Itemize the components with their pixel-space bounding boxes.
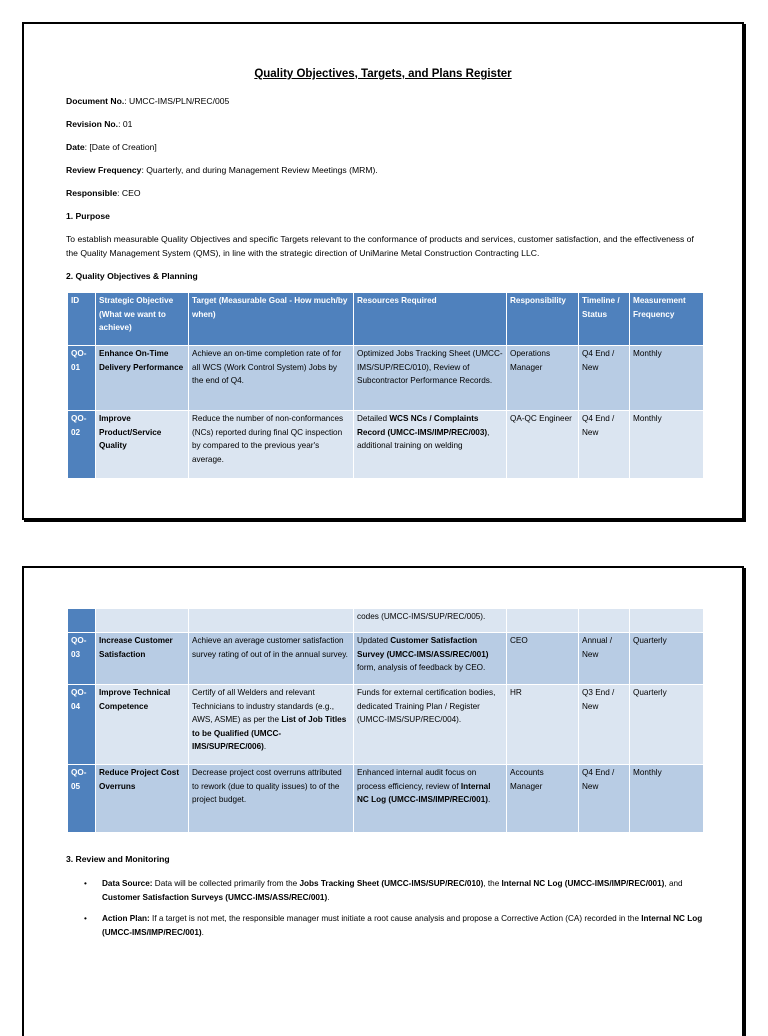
row-timeline: Q4 End / New xyxy=(579,765,630,833)
header-frequency: Measurement Frequency xyxy=(630,293,704,346)
review-bullet-list xyxy=(84,877,714,947)
purpose-heading: 1. Purpose xyxy=(66,211,110,221)
row-objective: Improve Technical Competence xyxy=(96,685,189,765)
row-frequency: Monthly xyxy=(630,411,704,479)
row-objective: Improve Product/Service Quality xyxy=(96,411,189,479)
row-id: QO-01 xyxy=(68,346,96,411)
row-frequency: Monthly xyxy=(630,765,704,833)
row-id: QO-02 xyxy=(68,411,96,479)
objectives-table xyxy=(67,292,704,479)
table-row-continued xyxy=(68,609,704,633)
document-number: Document No.: UMCC-IMS/PLN/REC/005 xyxy=(66,96,230,106)
row-id: QO-03 xyxy=(68,633,96,685)
row-target: Reduce the number of non-conformances (NCs) reported during final QC inspection by compared to the previous year's average. xyxy=(189,411,354,479)
document-date: Date: [Date of Creation] xyxy=(66,142,157,152)
review-frequency: Review Frequency: Quarterly, and during Management Review Meetings (MRM). xyxy=(66,165,378,175)
document-page-1 xyxy=(22,22,744,520)
header-target: Target (Measurable Goal - How much/by when) xyxy=(189,293,354,346)
row-responsibility: Accounts Manager xyxy=(507,765,579,833)
row-responsibility: HR xyxy=(507,685,579,765)
row-frequency: Quarterly xyxy=(630,685,704,765)
objectives-table-continued xyxy=(67,608,704,833)
row-objective: Increase Customer Satisfaction xyxy=(96,633,189,685)
row-responsibility: Operations Manager xyxy=(507,346,579,411)
row-resources: Funds for external certification bodies, dedicated Training Plan / Register (UMCC-IMS/SUP/REC/004). xyxy=(354,685,507,765)
bullet-action-plan: • Action Plan: If a target is not met, the responsible manager must initiate a root cause analysis and propose a Corrective Action (CA) recorded in the Internal NC Log (UMCC-IMS/IMP/REC/001). xyxy=(84,912,714,939)
row-id: QO-05 xyxy=(68,765,96,833)
header-responsibility: Responsibility xyxy=(507,293,579,346)
header-objective: Strategic Objective (What we want to achieve) xyxy=(96,293,189,346)
header-resources: Resources Required xyxy=(354,293,507,346)
bullet-data-source: • Data Source: Data will be collected primarily from the Jobs Tracking Sheet (UMCC-IMS/SUP/REC/010), the Internal NC Log (UMCC-IMS/IMP/REC/001), and Customer Satisfaction Surveys (UMCC-IMS/ASS/REC/001). xyxy=(84,877,714,904)
row-timeline: Annual / New xyxy=(579,633,630,685)
table-row xyxy=(68,765,704,833)
planning-heading: 2. Quality Objectives & Planning xyxy=(66,271,198,281)
document-title: Quality Objectives, Targets, and Plans Register xyxy=(254,68,512,80)
row-timeline: Q4 End / New xyxy=(579,346,630,411)
row-responsibility: QA-QC Engineer xyxy=(507,411,579,479)
row-frequency: Monthly xyxy=(630,346,704,411)
table-row xyxy=(68,346,704,411)
header-id: ID xyxy=(68,293,96,346)
row-target: Decrease project cost overruns attributed to rework (due to quality issues) to of the project budget. xyxy=(189,765,354,833)
table-row xyxy=(68,685,704,765)
purpose-text: To establish measurable Quality Objectives and specific Targets relevant to the conformance of products and services, customer satisfaction, and the effectiveness of the Quality Management System (QMS), in line with the strategic direction of UniMarine Metal Construction Contracting LLC. xyxy=(66,234,694,258)
table-header-row xyxy=(68,293,704,346)
row-frequency: Quarterly xyxy=(630,633,704,685)
document-page-2 xyxy=(22,566,744,1036)
header-timeline: Timeline / Status xyxy=(579,293,630,346)
responsible: Responsible: CEO xyxy=(66,188,141,198)
row-responsibility: CEO xyxy=(507,633,579,685)
row-resources: Detailed WCS NCs / Complaints Record (UMCC-IMS/IMP/REC/003), additional training on welding xyxy=(354,411,507,479)
row-timeline: Q3 End / New xyxy=(579,685,630,765)
table-row xyxy=(68,633,704,685)
row-target: Achieve an average customer satisfaction survey rating of out of in the annual survey. xyxy=(189,633,354,685)
row-resources: Updated Customer Satisfaction Survey (UMCC-IMS/ASS/REC/001) form, analysis of feedback by CEO. xyxy=(354,633,507,685)
row-target: Certify of all Welders and relevant Technicians to industry standards (e.g., AWS, ASME) as per the List of Job Titles to be Qualified (UMCC-IMS/SUP/REC/006). xyxy=(189,685,354,765)
row-id: QO-04 xyxy=(68,685,96,765)
row-objective: Enhance On-Time Delivery Performance xyxy=(96,346,189,411)
row-resources: Enhanced internal audit focus on process efficiency, review of Internal NC Log (UMCC-IMS/IMP/REC/001). xyxy=(354,765,507,833)
revision-number: Revision No.: 01 xyxy=(66,119,133,129)
row-target: Achieve an on-time completion rate of for all WCS (Work Control System) Jobs by the end of Q4. xyxy=(189,346,354,411)
table-row xyxy=(68,411,704,479)
review-heading: 3. Review and Monitoring xyxy=(66,854,170,864)
row-resources: codes (UMCC-IMS/SUP/REC/005). xyxy=(354,609,507,633)
row-resources: Optimized Jobs Tracking Sheet (UMCC-IMS/SUP/REC/010), Review of Subcontractor Performance Records. xyxy=(354,346,507,411)
row-timeline: Q4 End / New xyxy=(579,411,630,479)
row-objective: Reduce Project Cost Overruns xyxy=(96,765,189,833)
